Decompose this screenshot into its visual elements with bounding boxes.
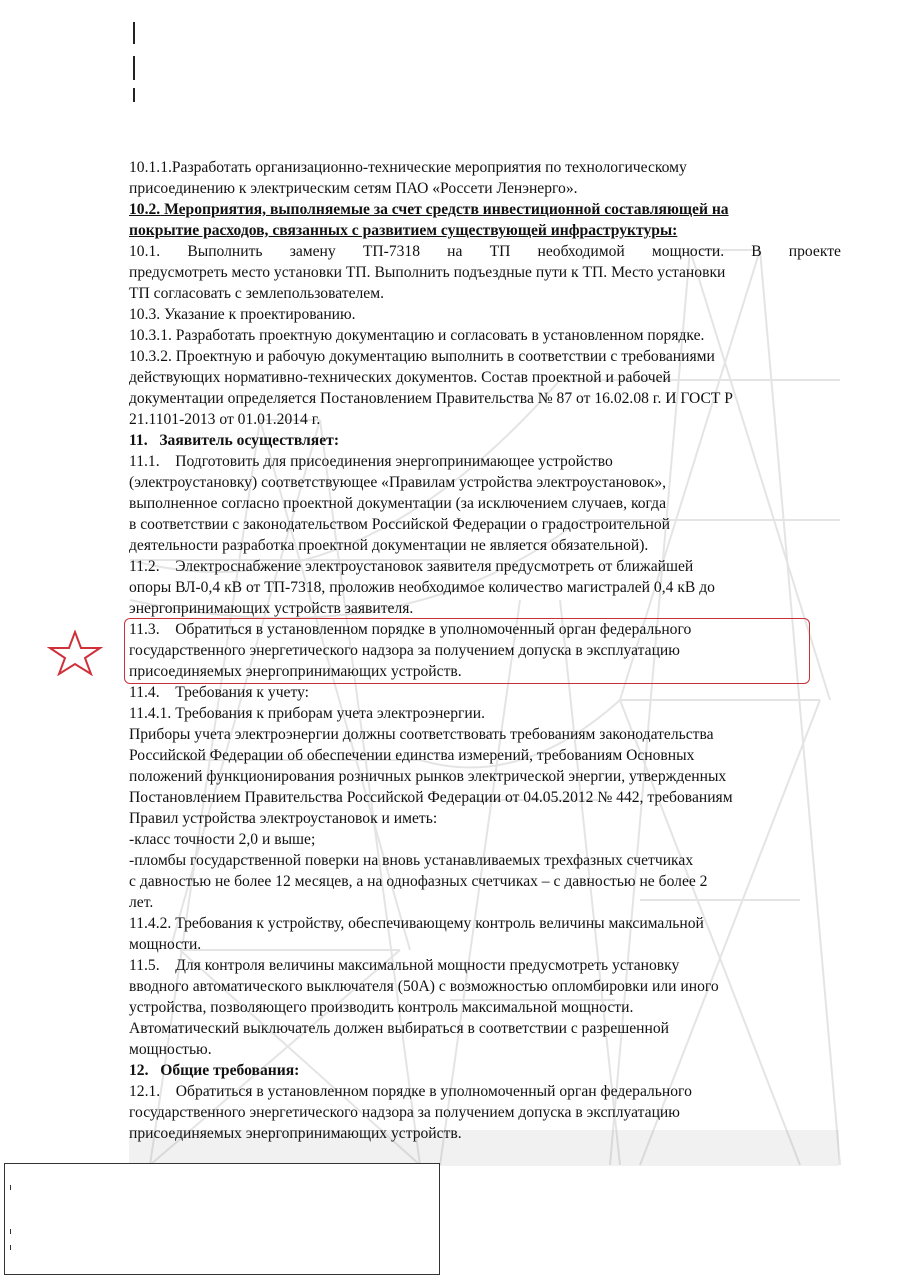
text-line: 11.1. Подготовить для присоединения энергопринимающее устройство	[129, 453, 613, 470]
text-line: 11.4. Требования к учету:	[129, 684, 309, 701]
footer-mark	[10, 1185, 11, 1190]
highlight-frame	[124, 618, 810, 684]
text-line: Правил устройства электроустановок и иметь:	[129, 810, 438, 827]
text-line: Российской Федерации об обеспечении единства измерений, требованиям Основных	[129, 747, 695, 764]
highlighted-line: 11.3. Обратиться в установленном порядке в уполномоченный орган федерального	[129, 621, 692, 638]
text-line: (электроустановку) соответствующее «Правилам устройства электроустановок»,	[129, 474, 667, 491]
word: замену	[289, 243, 336, 260]
margin-mark-2	[133, 56, 135, 80]
section-heading	[129, 199, 841, 220]
text-line: устройства, позволяющего производить контроль максимальной мощности.	[129, 999, 634, 1016]
justified-line	[129, 241, 841, 262]
word: Выполнить	[187, 243, 263, 260]
text-line: 10.3.2. Проектную и рабочую документацию выполнить в соответствии с требованиями	[129, 348, 715, 365]
text-line: лет.	[129, 894, 154, 911]
section-number: 10.2.	[129, 201, 161, 218]
word: ТП-7318	[362, 243, 421, 260]
word: 10.1.	[129, 243, 161, 260]
text-line: Приборы учета электроэнергии должны соответствовать требованиям законодательства	[129, 726, 714, 743]
text-line: присоединяемых энергопринимающих устройств.	[129, 1125, 462, 1142]
text-line: 11.2. Электроснабжение электроустановок заявителя предусмотреть от ближайшей	[129, 558, 694, 575]
highlighted-line: государственного энергетического надзора за получением допуска в эксплуатацию	[129, 642, 680, 659]
word: на	[447, 243, 463, 260]
star-icon	[47, 630, 103, 676]
text-line: энергопринимающих устройств заявителя.	[129, 600, 414, 617]
footer-box	[4, 1163, 440, 1275]
text-line: Автоматический выключатель должен выбираться в соответствии с разрешенной	[129, 1020, 670, 1037]
text-line: -пломбы государственной поверки на вновь устанавливаемых трехфазных счетчиках	[129, 852, 694, 869]
text-line: ТП согласовать с землепользователем.	[129, 285, 384, 302]
text-line: 10.1.1.Разработать организационно-технические мероприятия по технологическому	[129, 159, 687, 176]
text-line: 10.3. Указание к проектированию.	[129, 306, 356, 323]
text-line: выполненное согласно проектной документации (за исключением случаев, когда	[129, 495, 666, 512]
text-line: в соответствии с законодательством Российской Федерации о градостроительной	[129, 516, 670, 533]
word: проекте	[788, 243, 841, 260]
text-line: -класс точности 2,0 и выше;	[129, 831, 316, 848]
text-line: мощности.	[129, 936, 202, 953]
text-line: деятельности разработка проектной документации не является обязательной).	[129, 537, 649, 554]
text-line: государственного энергетического надзора за получением допуска в эксплуатацию	[129, 1104, 680, 1121]
text-line: 11.4.1. Требования к приборам учета электроэнергии.	[129, 705, 485, 722]
text-line: 12.1. Обратиться в установленном порядке в уполномоченный орган федерального	[129, 1083, 692, 1100]
word: необходимой	[537, 243, 625, 260]
margin-mark-1	[133, 22, 135, 44]
word: В	[751, 243, 762, 260]
footer-mark	[10, 1245, 11, 1250]
text-line: Постановлением Правительства Российской Федерации от 04.05.2012 № 442, требованиям	[129, 789, 733, 806]
text-line: 11.5. Для контроля величины максимальной мощности предусмотреть установку	[129, 957, 680, 974]
text-line: вводного автоматического выключателя (50А) с возможностью опломбировки или иного	[129, 978, 719, 995]
text-line: 11.4.2. Требования к устройству, обеспечивающему контроль величины максимальной	[129, 915, 704, 932]
footer-mark	[10, 1229, 11, 1234]
text-line: документации определяется Постановлением Правительства № 87 от 16.02.08 г. И ГОСТ Р	[129, 390, 733, 407]
text-line: опоры ВЛ-0,4 кВ от ТП-7318, проложив необходимое количество магистралей 0,4 кВ до	[129, 579, 715, 596]
text-line: с давностью не более 12 месяцев, а на однофазных счетчиках – с давностью не более 2	[129, 873, 708, 890]
text-line: 21.1101-2013 от 01.01.2014 г.	[129, 411, 321, 428]
text-line: положений функционирования розничных рынков электрической энергии, утвержденных	[129, 768, 727, 785]
section-heading: 12. Общие требования:	[129, 1062, 300, 1079]
text-line: действующих нормативно-технических документов. Состав проектной и рабочей	[129, 369, 671, 386]
margin-mark-3	[133, 88, 135, 102]
word: мощности.	[651, 243, 725, 260]
text-line: 10.3.1. Разработать проектную документацию и согласовать в установленном порядке.	[129, 327, 705, 344]
text-line: предусмотреть место установки ТП. Выполнить подъездные пути к ТП. Место установки	[129, 264, 726, 281]
section-heading: 11. Заявитель осуществляет:	[129, 432, 340, 449]
section-heading-continued: покрытие расходов, связанных с развитием существующей инфраструктуры:	[129, 222, 678, 239]
word: ТП	[489, 243, 511, 260]
text-line: присоединению к электрическим сетям ПАО «Россети Ленэнерго».	[129, 180, 578, 197]
section-title: Мероприятия, выполняемые за счет средств инвестиционной составляющей на	[160, 201, 729, 218]
highlighted-line: присоединяемых энергопринимающих устройств.	[129, 663, 462, 680]
text-line: мощностью.	[129, 1041, 212, 1058]
